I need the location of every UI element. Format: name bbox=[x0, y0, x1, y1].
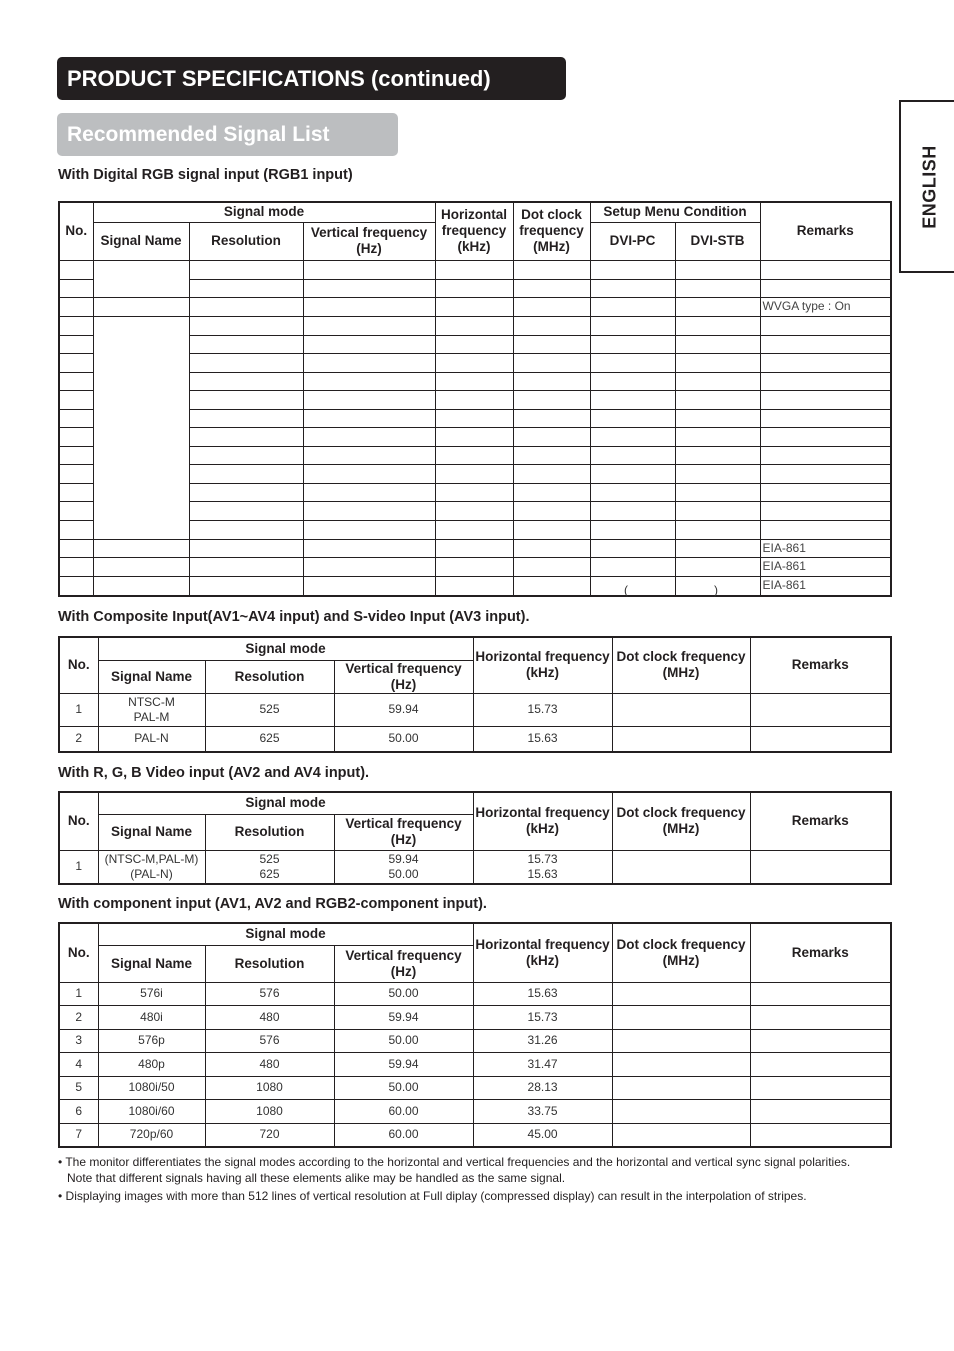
cell-dvi-stb bbox=[675, 279, 760, 297]
cell-dvi-pc bbox=[590, 483, 675, 501]
header-remarks: Remarks bbox=[750, 923, 891, 982]
cell-resolution bbox=[189, 279, 303, 297]
cell-dvi-pc bbox=[590, 464, 675, 483]
cell-resolution bbox=[189, 557, 303, 576]
cell-signal-name: 720p/60 bbox=[98, 1123, 205, 1147]
cell-signal-name: 1080i/50 bbox=[98, 1076, 205, 1100]
cell-resolution bbox=[189, 372, 303, 390]
footnote: • Displaying images with more than 512 lines of vertical resolution at Full diplay (compressed display) can result in the interpolation of stripes. bbox=[58, 1189, 807, 1203]
cell-remarks bbox=[750, 1076, 891, 1100]
cell-remarks bbox=[750, 850, 891, 884]
table-row bbox=[59, 297, 891, 316]
cell-dot-clock bbox=[612, 850, 750, 884]
section-title: Recommended Signal List bbox=[57, 113, 398, 156]
cell-vertical-frequency: 59.94 bbox=[334, 1006, 473, 1030]
cell-dvi-pc bbox=[590, 353, 675, 372]
cell-remarks bbox=[750, 1006, 891, 1030]
cell-signal-name bbox=[93, 576, 189, 596]
cell-horizontal-frequency: 15.73 bbox=[473, 693, 612, 726]
cell-horizontal-frequency bbox=[435, 557, 513, 576]
cell-dvi-pc bbox=[590, 297, 675, 316]
cell-resolution bbox=[189, 539, 303, 557]
cell-dot-clock bbox=[513, 427, 590, 446]
cell-no bbox=[59, 335, 93, 353]
cell-dvi-pc bbox=[590, 260, 675, 279]
cell-no bbox=[59, 576, 93, 596]
header-horizontal-frequency: Horizontal frequency (kHz) bbox=[473, 923, 612, 982]
cell-horizontal-frequency: 28.13 bbox=[473, 1076, 612, 1100]
cell-vertical-frequency: 59.94 bbox=[334, 1053, 473, 1077]
cell-no bbox=[59, 316, 93, 335]
cell-signal-name bbox=[93, 539, 189, 557]
cell-dvi-stb bbox=[675, 409, 760, 427]
cell-vertical-frequency: 50.00 bbox=[334, 1076, 473, 1100]
header-dot-clock: Dot clock frequency (MHz) bbox=[612, 637, 750, 693]
cell-vertical-frequency bbox=[303, 446, 435, 464]
cell-vertical-frequency bbox=[303, 260, 435, 279]
signal-name-line: NTSC-M bbox=[128, 694, 175, 709]
header-horizontal-frequency: Horizontal frequency (kHz) bbox=[473, 792, 612, 850]
header-signal-mode: Signal mode bbox=[98, 637, 473, 660]
cell-no: 1 bbox=[59, 982, 98, 1006]
cell-signal-name bbox=[98, 850, 205, 884]
cell-dot-clock bbox=[513, 501, 590, 520]
header-dot-clock: Dot clock frequency (MHz) bbox=[612, 923, 750, 982]
cell-dvi-stb bbox=[675, 446, 760, 464]
signal-name-line: (PAL-N) bbox=[130, 866, 173, 881]
cell-resolution bbox=[189, 316, 303, 335]
cell-signal-name: 480p bbox=[98, 1053, 205, 1077]
cell-dot-clock bbox=[513, 353, 590, 372]
cell-vertical-frequency bbox=[303, 539, 435, 557]
cell-no bbox=[59, 464, 93, 483]
header-horizontal-frequency: Horizontal frequency (kHz) bbox=[473, 637, 612, 693]
cell-dot-clock bbox=[513, 446, 590, 464]
cell-vertical-frequency bbox=[303, 297, 435, 316]
table-row bbox=[59, 316, 891, 335]
vfreq-line: 50.00 bbox=[388, 866, 419, 881]
header-no: No. bbox=[59, 792, 98, 850]
cell-resolution bbox=[189, 427, 303, 446]
table-row bbox=[59, 557, 891, 576]
cell-horizontal-frequency bbox=[473, 850, 612, 884]
cell-signal-name: 480i bbox=[98, 1006, 205, 1030]
cell-dot-clock bbox=[513, 279, 590, 297]
cell-vertical-frequency bbox=[303, 520, 435, 539]
cell-no bbox=[59, 372, 93, 390]
header-signal-name: Signal Name bbox=[98, 945, 205, 982]
cell-horizontal-frequency bbox=[435, 260, 513, 279]
cell-horizontal-frequency: 31.26 bbox=[473, 1029, 612, 1053]
cell-dot-clock bbox=[612, 982, 750, 1006]
cell-resolution bbox=[189, 297, 303, 316]
cell-resolution: 480 bbox=[205, 1053, 334, 1077]
cell-dvi-pc bbox=[590, 501, 675, 520]
cell-horizontal-frequency bbox=[435, 279, 513, 297]
cell-signal-name bbox=[93, 260, 189, 297]
cell-remarks bbox=[760, 409, 891, 427]
cell-no bbox=[59, 557, 93, 576]
cell-signal-name: 1080i/60 bbox=[98, 1100, 205, 1124]
cell-vertical-frequency bbox=[303, 483, 435, 501]
header-dvi-stb: DVI-STB bbox=[675, 222, 760, 260]
cell-dvi-stb bbox=[675, 501, 760, 520]
cell-no: 1 bbox=[59, 850, 98, 884]
cell-dvi-stb bbox=[675, 464, 760, 483]
header-vertical-frequency: Vertical frequency (Hz) bbox=[334, 945, 473, 982]
cell-resolution: 720 bbox=[205, 1123, 334, 1147]
header-no: No. bbox=[59, 202, 93, 260]
table4-heading: With component input (AV1, AV2 and RGB2-component input). bbox=[58, 896, 487, 912]
cell-horizontal-frequency bbox=[435, 372, 513, 390]
header-signal-mode: Signal mode bbox=[98, 792, 473, 814]
cell-vertical-frequency: 50.00 bbox=[334, 726, 473, 752]
cell-dot-clock bbox=[612, 693, 750, 726]
cell-horizontal-frequency bbox=[435, 427, 513, 446]
cell-vertical-frequency bbox=[303, 557, 435, 576]
cell-signal-name bbox=[93, 557, 189, 576]
cell-no: 2 bbox=[59, 726, 98, 752]
cell-resolution: 576 bbox=[205, 982, 334, 1006]
table-row bbox=[59, 1006, 891, 1030]
cell-remarks bbox=[760, 316, 891, 335]
vfreq-line: 59.94 bbox=[388, 851, 419, 866]
cell-vertical-frequency: 60.00 bbox=[334, 1100, 473, 1124]
table3-heading: With R, G, B Video input (AV2 and AV4 input). bbox=[58, 765, 370, 781]
cell-vertical-frequency: 59.94 bbox=[334, 693, 473, 726]
cell-dot-clock bbox=[513, 390, 590, 409]
cell-remarks bbox=[760, 446, 891, 464]
cell-dvi-stb bbox=[675, 483, 760, 501]
cell-signal-name bbox=[98, 693, 205, 726]
cell-no bbox=[59, 260, 93, 279]
cell-no bbox=[59, 409, 93, 427]
cell-vertical-frequency bbox=[303, 464, 435, 483]
cell-signal-name: 576i bbox=[98, 982, 205, 1006]
cell-remarks bbox=[760, 464, 891, 483]
cell-resolution: 525 bbox=[205, 693, 334, 726]
header-vertical-frequency: Vertical frequency (Hz) bbox=[334, 660, 473, 693]
cell-remarks bbox=[750, 1053, 891, 1077]
cell-dot-clock bbox=[513, 409, 590, 427]
cell-remarks bbox=[760, 372, 891, 390]
cell-signal-name bbox=[93, 297, 189, 316]
cell-dvi-stb bbox=[675, 390, 760, 409]
table-row bbox=[59, 1053, 891, 1077]
cell-no bbox=[59, 539, 93, 557]
cell-horizontal-frequency bbox=[435, 353, 513, 372]
cell-dvi-stb bbox=[675, 427, 760, 446]
table1-heading: With Digital RGB signal input (RGB1 input) bbox=[58, 167, 353, 183]
cell-no bbox=[59, 501, 93, 520]
cell-no bbox=[59, 446, 93, 464]
cell-dvi-pc bbox=[590, 390, 675, 409]
cell-no bbox=[59, 520, 93, 539]
cell-no bbox=[59, 427, 93, 446]
cell-no bbox=[59, 483, 93, 501]
cell-remarks bbox=[760, 279, 891, 297]
cell-resolution: 480 bbox=[205, 1006, 334, 1030]
cell-dot-clock bbox=[513, 372, 590, 390]
cell-remarks bbox=[760, 520, 891, 539]
cell-dvi-stb bbox=[675, 297, 760, 316]
header-remarks: Remarks bbox=[750, 792, 891, 850]
cell-vertical-frequency bbox=[303, 501, 435, 520]
cell-horizontal-frequency bbox=[435, 446, 513, 464]
cell-remarks bbox=[750, 982, 891, 1006]
header-dot-clock: Dot clock frequency (MHz) bbox=[612, 792, 750, 850]
cell-dot-clock bbox=[513, 316, 590, 335]
cell-no: 2 bbox=[59, 1006, 98, 1030]
table-row bbox=[59, 850, 891, 884]
cell-signal-name: 576p bbox=[98, 1029, 205, 1053]
cell-no bbox=[59, 297, 93, 316]
header-signal-mode: Signal mode bbox=[98, 923, 473, 945]
header-signal-name: Signal Name bbox=[93, 222, 189, 260]
resolution-line: 625 bbox=[259, 866, 280, 881]
cell-remarks: WVGA type : On bbox=[760, 297, 891, 316]
header-signal-name: Signal Name bbox=[98, 814, 205, 850]
hfreq-line: 15.73 bbox=[527, 851, 558, 866]
cell-horizontal-frequency: 45.00 bbox=[473, 1123, 612, 1147]
cell-vertical-frequency bbox=[303, 353, 435, 372]
header-setup-menu-condition: Setup Menu Condition bbox=[590, 202, 760, 222]
cell-horizontal-frequency bbox=[435, 501, 513, 520]
cell-dot-clock bbox=[513, 557, 590, 576]
cell-resolution bbox=[189, 260, 303, 279]
cell-dot-clock bbox=[513, 297, 590, 316]
cell-dot-clock bbox=[612, 1123, 750, 1147]
cell-dvi-pc bbox=[590, 446, 675, 464]
cell-resolution bbox=[189, 501, 303, 520]
header-vertical-frequency: Vertical frequency (Hz) bbox=[334, 814, 473, 850]
cell-resolution bbox=[189, 464, 303, 483]
cell-no: 7 bbox=[59, 1123, 98, 1147]
header-resolution: Resolution bbox=[205, 814, 334, 850]
cell-vertical-frequency bbox=[303, 279, 435, 297]
cell-horizontal-frequency bbox=[435, 335, 513, 353]
cell-vertical-frequency bbox=[303, 335, 435, 353]
cell-signal-name bbox=[93, 316, 189, 539]
cell-remarks bbox=[760, 483, 891, 501]
language-tab bbox=[899, 100, 954, 273]
cell-resolution bbox=[189, 483, 303, 501]
component-signal-table bbox=[58, 922, 892, 1148]
table-row bbox=[59, 539, 891, 557]
cell-horizontal-frequency: 31.47 bbox=[473, 1053, 612, 1077]
cell-horizontal-frequency bbox=[435, 539, 513, 557]
cell-dvi-pc bbox=[590, 335, 675, 353]
cell-dot-clock bbox=[612, 1076, 750, 1100]
cell-horizontal-frequency: 15.63 bbox=[473, 982, 612, 1006]
cell-dvi-stb bbox=[675, 520, 760, 539]
cell-resolution bbox=[189, 576, 303, 596]
cell-vertical-frequency bbox=[303, 409, 435, 427]
header-dvi-pc: DVI-PC bbox=[590, 222, 675, 260]
header-resolution: Resolution bbox=[205, 945, 334, 982]
cell-dot-clock bbox=[513, 464, 590, 483]
cell-resolution bbox=[205, 850, 334, 884]
table-row bbox=[59, 693, 891, 726]
cell-remarks bbox=[760, 353, 891, 372]
cell-horizontal-frequency: 33.75 bbox=[473, 1100, 612, 1124]
cell-vertical-frequency: 50.00 bbox=[334, 982, 473, 1006]
cell-remarks bbox=[760, 260, 891, 279]
cell-resolution: 625 bbox=[205, 726, 334, 752]
cell-remarks bbox=[760, 390, 891, 409]
cell-remarks: EIA-861 bbox=[760, 576, 891, 596]
cell-dvi-pc bbox=[590, 576, 675, 596]
rgb-video-signal-table bbox=[58, 791, 892, 885]
cell-resolution: 1080 bbox=[205, 1100, 334, 1124]
table-row bbox=[59, 1123, 891, 1147]
cell-dvi-pc bbox=[590, 279, 675, 297]
paren-open: ( bbox=[624, 583, 628, 597]
table-row bbox=[59, 576, 891, 596]
page-title: PRODUCT SPECIFICATIONS (continued) bbox=[57, 57, 566, 100]
cell-dvi-stb bbox=[675, 316, 760, 335]
header-signal-name: Signal Name bbox=[98, 660, 205, 693]
cell-horizontal-frequency bbox=[435, 409, 513, 427]
cell-horizontal-frequency bbox=[435, 483, 513, 501]
cell-vertical-frequency bbox=[303, 427, 435, 446]
cell-horizontal-frequency bbox=[435, 576, 513, 596]
cell-dvi-pc bbox=[590, 427, 675, 446]
table-row bbox=[59, 260, 891, 279]
cell-resolution bbox=[189, 409, 303, 427]
cell-dot-clock bbox=[612, 1006, 750, 1030]
cell-vertical-frequency: 50.00 bbox=[334, 1029, 473, 1053]
table-row bbox=[59, 1100, 891, 1124]
cell-horizontal-frequency: 15.63 bbox=[473, 726, 612, 752]
cell-remarks bbox=[760, 335, 891, 353]
header-dot-clock: Dot clock frequency (MHz) bbox=[513, 202, 590, 260]
cell-no: 3 bbox=[59, 1029, 98, 1053]
cell-resolution bbox=[189, 446, 303, 464]
cell-horizontal-frequency bbox=[435, 464, 513, 483]
cell-horizontal-frequency bbox=[435, 316, 513, 335]
cell-vertical-frequency bbox=[303, 390, 435, 409]
cell-dvi-pc bbox=[590, 316, 675, 335]
cell-no: 5 bbox=[59, 1076, 98, 1100]
cell-remarks bbox=[750, 693, 891, 726]
cell-remarks bbox=[760, 501, 891, 520]
cell-signal-name: PAL-N bbox=[98, 726, 205, 752]
cell-resolution bbox=[189, 390, 303, 409]
cell-horizontal-frequency bbox=[435, 297, 513, 316]
table-row bbox=[59, 1076, 891, 1100]
cell-dot-clock bbox=[513, 260, 590, 279]
cell-remarks bbox=[750, 1029, 891, 1053]
cell-dvi-pc bbox=[590, 409, 675, 427]
cell-remarks: EIA-861 bbox=[760, 539, 891, 557]
cell-dvi-stb bbox=[675, 260, 760, 279]
header-remarks: Remarks bbox=[750, 637, 891, 693]
header-resolution: Resolution bbox=[205, 660, 334, 693]
cell-dot-clock bbox=[513, 576, 590, 596]
cell-vertical-frequency bbox=[303, 316, 435, 335]
cell-horizontal-frequency bbox=[435, 520, 513, 539]
cell-vertical-frequency: 60.00 bbox=[334, 1123, 473, 1147]
rgb1-signal-table bbox=[58, 201, 892, 597]
composite-signal-table bbox=[58, 636, 892, 753]
cell-resolution bbox=[189, 520, 303, 539]
cell-no: 1 bbox=[59, 693, 98, 726]
cell-resolution: 1080 bbox=[205, 1076, 334, 1100]
cell-dvi-stb bbox=[675, 353, 760, 372]
header-remarks: Remarks bbox=[760, 202, 891, 260]
language-tab-label: ENGLISH bbox=[919, 144, 940, 229]
footnotes bbox=[58, 1154, 878, 1206]
cell-no bbox=[59, 390, 93, 409]
table-row bbox=[59, 726, 891, 752]
cell-dot-clock bbox=[612, 1029, 750, 1053]
cell-remarks: EIA-861 bbox=[760, 557, 891, 576]
cell-dvi-pc bbox=[590, 557, 675, 576]
table2-heading: With Composite Input(AV1~AV4 input) and S-video Input (AV3 input). bbox=[58, 609, 530, 625]
cell-resolution bbox=[189, 335, 303, 353]
cell-dvi-stb bbox=[675, 372, 760, 390]
cell-horizontal-frequency: 15.73 bbox=[473, 1006, 612, 1030]
table-row bbox=[59, 982, 891, 1006]
cell-no: 6 bbox=[59, 1100, 98, 1124]
hfreq-line: 15.63 bbox=[527, 866, 558, 881]
cell-dvi-pc bbox=[590, 520, 675, 539]
resolution-line: 525 bbox=[259, 851, 280, 866]
cell-dvi-pc bbox=[590, 372, 675, 390]
cell-remarks bbox=[750, 726, 891, 752]
cell-dvi-stb bbox=[675, 335, 760, 353]
footnote: • The monitor differentiates the signal modes according to the horizontal and vertical frequencies and the horizontal and vertical sync signal polarities. Note that different signals having all these elements alike may be handled as the same signal. bbox=[58, 1155, 851, 1185]
paren-close: ) bbox=[714, 583, 718, 597]
cell-remarks bbox=[750, 1123, 891, 1147]
cell-dot-clock bbox=[612, 1053, 750, 1077]
cell-remarks bbox=[750, 1100, 891, 1124]
cell-dot-clock bbox=[513, 539, 590, 557]
cell-dvi-stb bbox=[675, 557, 760, 576]
header-resolution: Resolution bbox=[189, 222, 303, 260]
cell-remarks bbox=[760, 427, 891, 446]
cell-dot-clock bbox=[612, 1100, 750, 1124]
cell-dvi-stb bbox=[675, 539, 760, 557]
cell-dot-clock bbox=[513, 520, 590, 539]
cell-no: 4 bbox=[59, 1053, 98, 1077]
header-signal-mode: Signal mode bbox=[93, 202, 435, 222]
table-row bbox=[59, 1029, 891, 1053]
cell-resolution bbox=[189, 353, 303, 372]
header-horizontal-frequency: Horizontal frequency (kHz) bbox=[435, 202, 513, 260]
cell-no bbox=[59, 279, 93, 297]
cell-vertical-frequency bbox=[303, 576, 435, 596]
header-no: No. bbox=[59, 637, 98, 693]
cell-no bbox=[59, 353, 93, 372]
header-no: No. bbox=[59, 923, 98, 982]
cell-resolution: 576 bbox=[205, 1029, 334, 1053]
cell-vertical-frequency bbox=[334, 850, 473, 884]
cell-dot-clock bbox=[612, 726, 750, 752]
cell-dot-clock bbox=[513, 335, 590, 353]
signal-name-line: PAL-M bbox=[133, 709, 170, 724]
header-vertical-frequency: Vertical frequency (Hz) bbox=[303, 222, 435, 260]
cell-dot-clock bbox=[513, 483, 590, 501]
cell-horizontal-frequency bbox=[435, 390, 513, 409]
signal-name-line: (NTSC-M,PAL-M) bbox=[104, 851, 199, 866]
cell-vertical-frequency bbox=[303, 372, 435, 390]
cell-dvi-pc bbox=[590, 539, 675, 557]
